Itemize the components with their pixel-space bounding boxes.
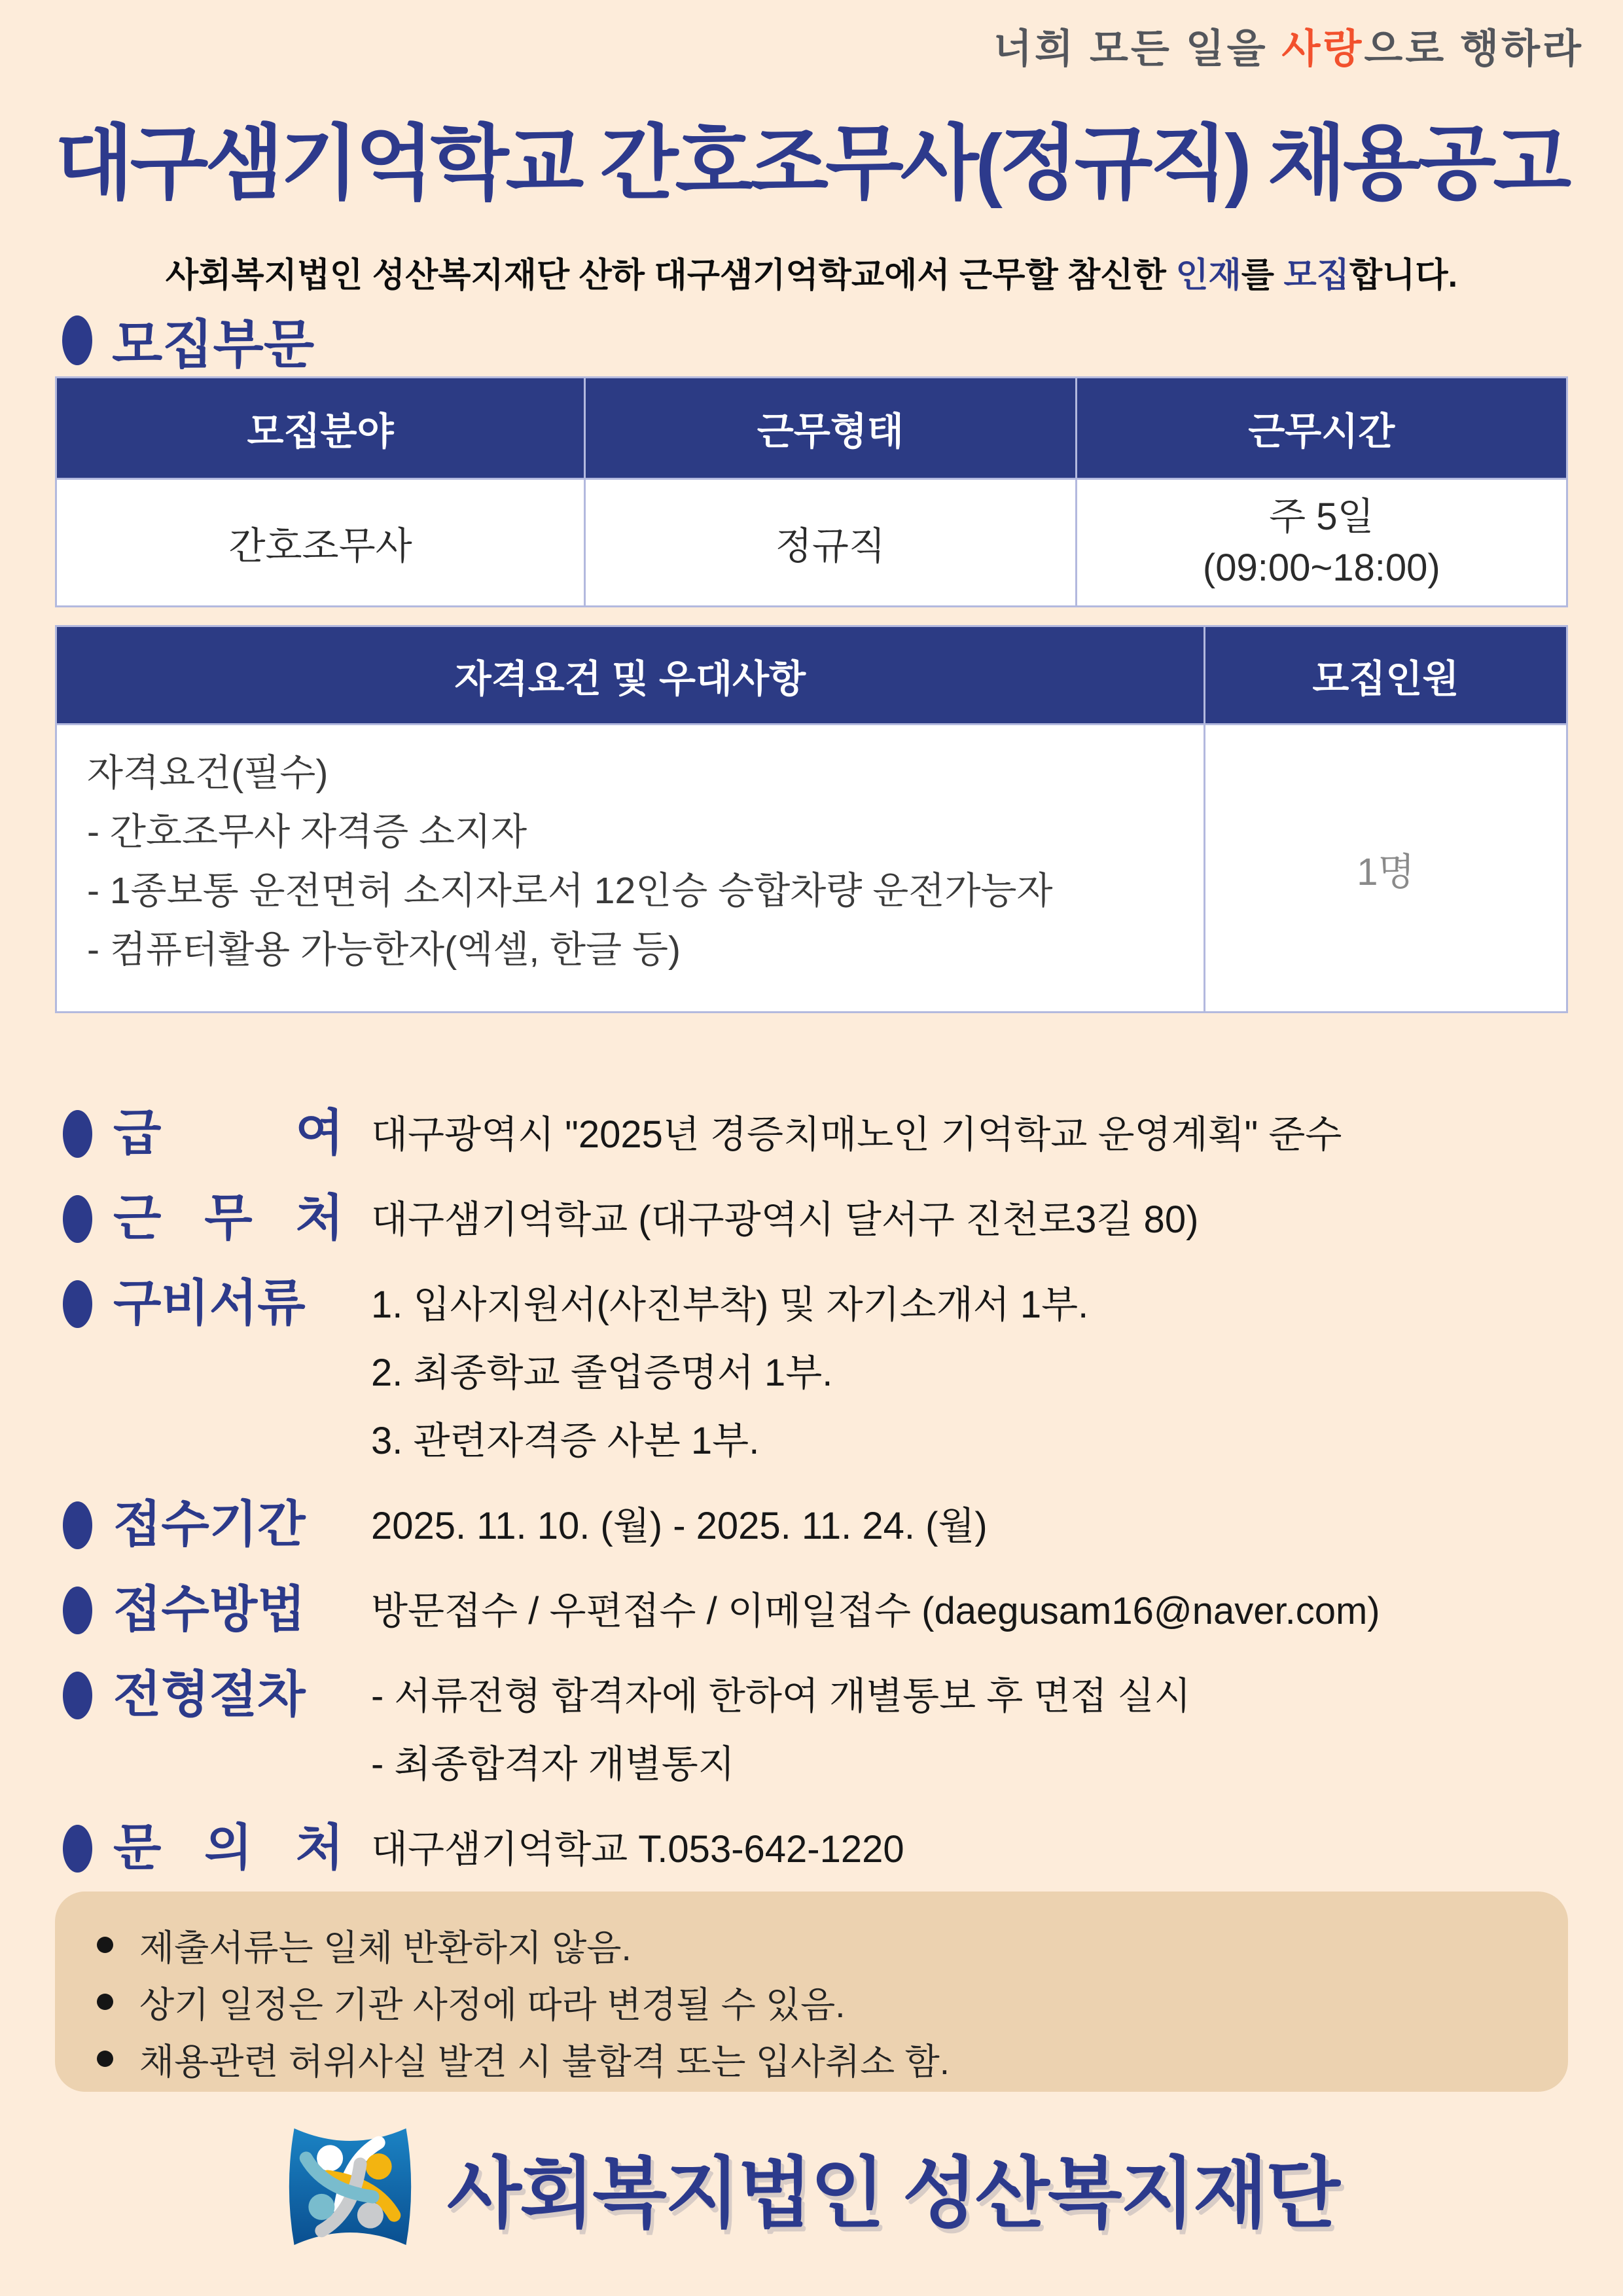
ellipse-bullet-icon [63,1110,92,1158]
dot-bullet-icon [97,1994,113,2010]
info-label-process: 전형절차 [113,1667,306,1723]
cell-hours [1076,479,1567,607]
col-header-hours: 근무시간 [1076,378,1567,479]
subtitle [0,247,1623,296]
qualification-table [55,625,1568,1013]
ellipse-bullet-icon [63,1587,92,1634]
col-header-field: 모집분야 [56,378,585,479]
table-row [56,479,1567,607]
motto-prefix: 너희 모든 일을 [993,26,1282,71]
footer [0,2119,1623,2254]
recruit-position-table [55,376,1568,607]
info-row-documents [63,1271,1568,1475]
subtitle-text: 사회복지법인 성산복지재단 산하 대구샘기억학교에서 근무할 참신한 [165,257,1176,295]
ellipse-bullet-icon [62,315,92,365]
cell-headcount: 1명 [1204,725,1567,1013]
info-line: 대구광역시 "2025년 경증치매노인 기억학교 운영계획" 준수 [371,1113,1342,1156]
info-row-method [63,1577,1568,1645]
info-line: - 서류전형 합격자에 한하여 개별통보 후 면접 실시 [371,1675,1191,1717]
info-label-method: 접수방법 [113,1582,306,1638]
qual-title: 자격요건(필수) [87,752,329,794]
note-text: 상기 일정은 기관 사정에 따라 변경될 수 있음. [139,1984,846,2025]
ellipse-bullet-icon [63,1672,92,1719]
info-content-period [371,1492,988,1560]
info-row-salary [63,1101,1568,1169]
dot-bullet-icon [97,2051,113,2067]
notes-box [55,1892,1568,2092]
table-header-row [56,378,1567,479]
note-item [97,1916,1529,1973]
motto-highlight: 사랑 [1281,26,1364,71]
info-content-workplace [371,1186,1198,1254]
info-row-contact [63,1816,1568,1884]
table-row [56,725,1567,1013]
info-content-contact [371,1816,904,1884]
info-line: 3. 관련자격증 사본 1부. [371,1420,760,1462]
note-item [97,2030,1529,2087]
info-content-documents [371,1271,1088,1475]
note-text: 제출서류는 일체 반환하지 않음. [139,1928,632,1968]
cell-field: 간호조무사 [56,479,585,607]
info-label-contact: 문 의 처 [113,1820,344,1876]
subtitle-highlight-recruit: 모집 [1283,257,1349,295]
table-header-row [56,626,1567,725]
qual-item: - 1종보통 운전면허 소지자로서 12인승 승합차량 운전가능자 [87,870,1053,912]
subtitle-text: 합니다. [1349,257,1458,295]
motto-suffix: 으로 행하라 [1364,26,1584,71]
cell-qualifications [56,725,1205,1013]
info-content-method [371,1577,1380,1645]
col-header-headcount: 모집인원 [1204,626,1567,725]
col-header-worktype: 근무형태 [585,378,1076,479]
qual-item: - 간호조무사 자격증 소지자 [87,811,527,853]
ellipse-bullet-icon [63,1195,92,1243]
info-label-documents: 구비서류 [113,1276,306,1331]
note-item [97,1973,1529,2030]
info-label-period: 접수기간 [113,1497,306,1552]
qual-item: - 컴퓨터활용 가능한자(엑셀, 한글 등) [87,929,681,971]
info-line: 대구샘기억학교 (대구광역시 달서구 진천로3길 80) [371,1198,1199,1241]
info-line: 2. 최종학교 졸업증명서 1부. [371,1352,833,1394]
recruit-section-heading [62,302,314,378]
ellipse-bullet-icon [63,1280,92,1328]
ellipse-bullet-icon [63,1825,92,1873]
dot-bullet-icon [97,1937,113,1953]
subtitle-highlight-talent: 인재 [1175,257,1241,295]
info-line: 2025. 11. 10. (월) - 2025. 11. 24. (월) [371,1505,988,1547]
info-label-workplace: 근 무 처 [113,1191,344,1246]
info-content-process [371,1662,1191,1799]
info-line: - 최종합격자 개별통지 [371,1743,735,1785]
cell-worktype: 정규직 [585,479,1076,607]
foundation-logo-icon [285,2119,416,2254]
hours-line-1: 주 5일 [1269,495,1374,538]
ellipse-bullet-icon [63,1501,92,1549]
info-list [63,1101,1568,1901]
info-row-process [63,1662,1568,1799]
recruit-section-title: 모집부문 [112,315,315,374]
hours-line-2: (09:00~18:00) [1202,547,1440,589]
note-text: 채용관련 허위사실 발견 시 불합격 또는 입사취소 함. [139,2041,950,2082]
info-row-period [63,1492,1568,1560]
info-line: 방문접수 / 우편접수 / 이메일접수 (daegusam16@naver.com) [371,1590,1380,1632]
col-header-qualifications: 자격요건 및 우대사항 [56,626,1205,725]
info-row-workplace [63,1186,1568,1254]
info-content-salary [371,1101,1342,1169]
page-title: 대구샘기억학교 간호조무사(정규직) 채용공고 [54,118,1569,209]
info-line: 대구샘기억학교 T.053-642-1220 [371,1828,904,1871]
info-label-salary: 급 여 [113,1105,344,1161]
foundation-name: 사회복지법인 성산복지재단 [447,2151,1338,2237]
subtitle-text: 를 [1241,257,1284,295]
motto [993,17,1584,74]
info-line: 1. 입사지원서(사진부착) 및 자기소개서 1부. [371,1283,1089,1326]
